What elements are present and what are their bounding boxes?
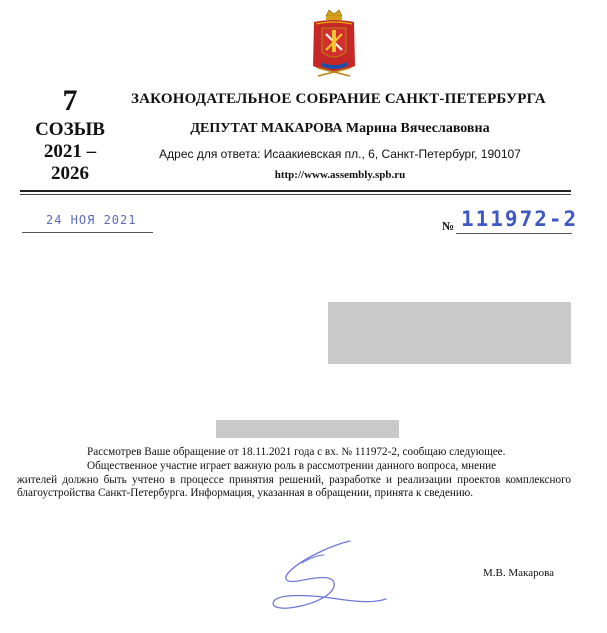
convocation-number: 7 [62, 84, 78, 117]
date-stamp: 24 НОЯ 2021 [46, 213, 137, 227]
website-link[interactable]: http://www.assembly.spb.ru [274, 169, 406, 181]
reply-address: Адрес для ответа: Исаакиевская пл., 6, Санкт-Петербург, 190107 [159, 147, 521, 161]
body-paragraph-2-rest: жителей должно быть учтено в процессе принятия решений, разработке и реализации проектов комплексного благоустройства Санкт-Петербурга. Информация, указанная в обращении, принята к сведению. [17, 473, 571, 500]
number-underline [456, 233, 572, 234]
redacted-recipient-name [216, 420, 399, 438]
convocation-block [20, 84, 120, 185]
convocation-years-start: 2021 – [43, 141, 97, 162]
organization-title: ЗАКОНОДАТЕЛЬНОЕ СОБРАНИЕ САНКТ-ПЕТЕРБУРГА [131, 91, 546, 107]
handwritten-signature [262, 537, 392, 625]
header-divider [20, 190, 571, 192]
coat-of-arms-emblem [309, 6, 359, 82]
redacted-recipient-address [328, 302, 571, 364]
body-paragraph-2-line-1: Общественное участие играет важную роль в рассмотрении данного вопроса, мнение [87, 459, 497, 472]
registration-number: 111972-2 [461, 207, 579, 231]
convocation-years-end: 2026 [51, 163, 89, 184]
date-underline [22, 232, 153, 233]
signer-name: М.В. Макарова [483, 567, 555, 579]
convocation-label: СОЗЫВ [35, 119, 105, 140]
deputy-name: ДЕПУТАТ МАКАРОВА Марина Вячеславовна [190, 121, 490, 136]
letter-body [17, 446, 571, 501]
header-divider-thin [20, 194, 571, 195]
body-paragraph-1: Рассмотрев Ваше обращение от 18.11.2021 года с вх. № 111972-2, сообщаю следующее. [87, 446, 506, 458]
number-sign: № [442, 219, 455, 233]
